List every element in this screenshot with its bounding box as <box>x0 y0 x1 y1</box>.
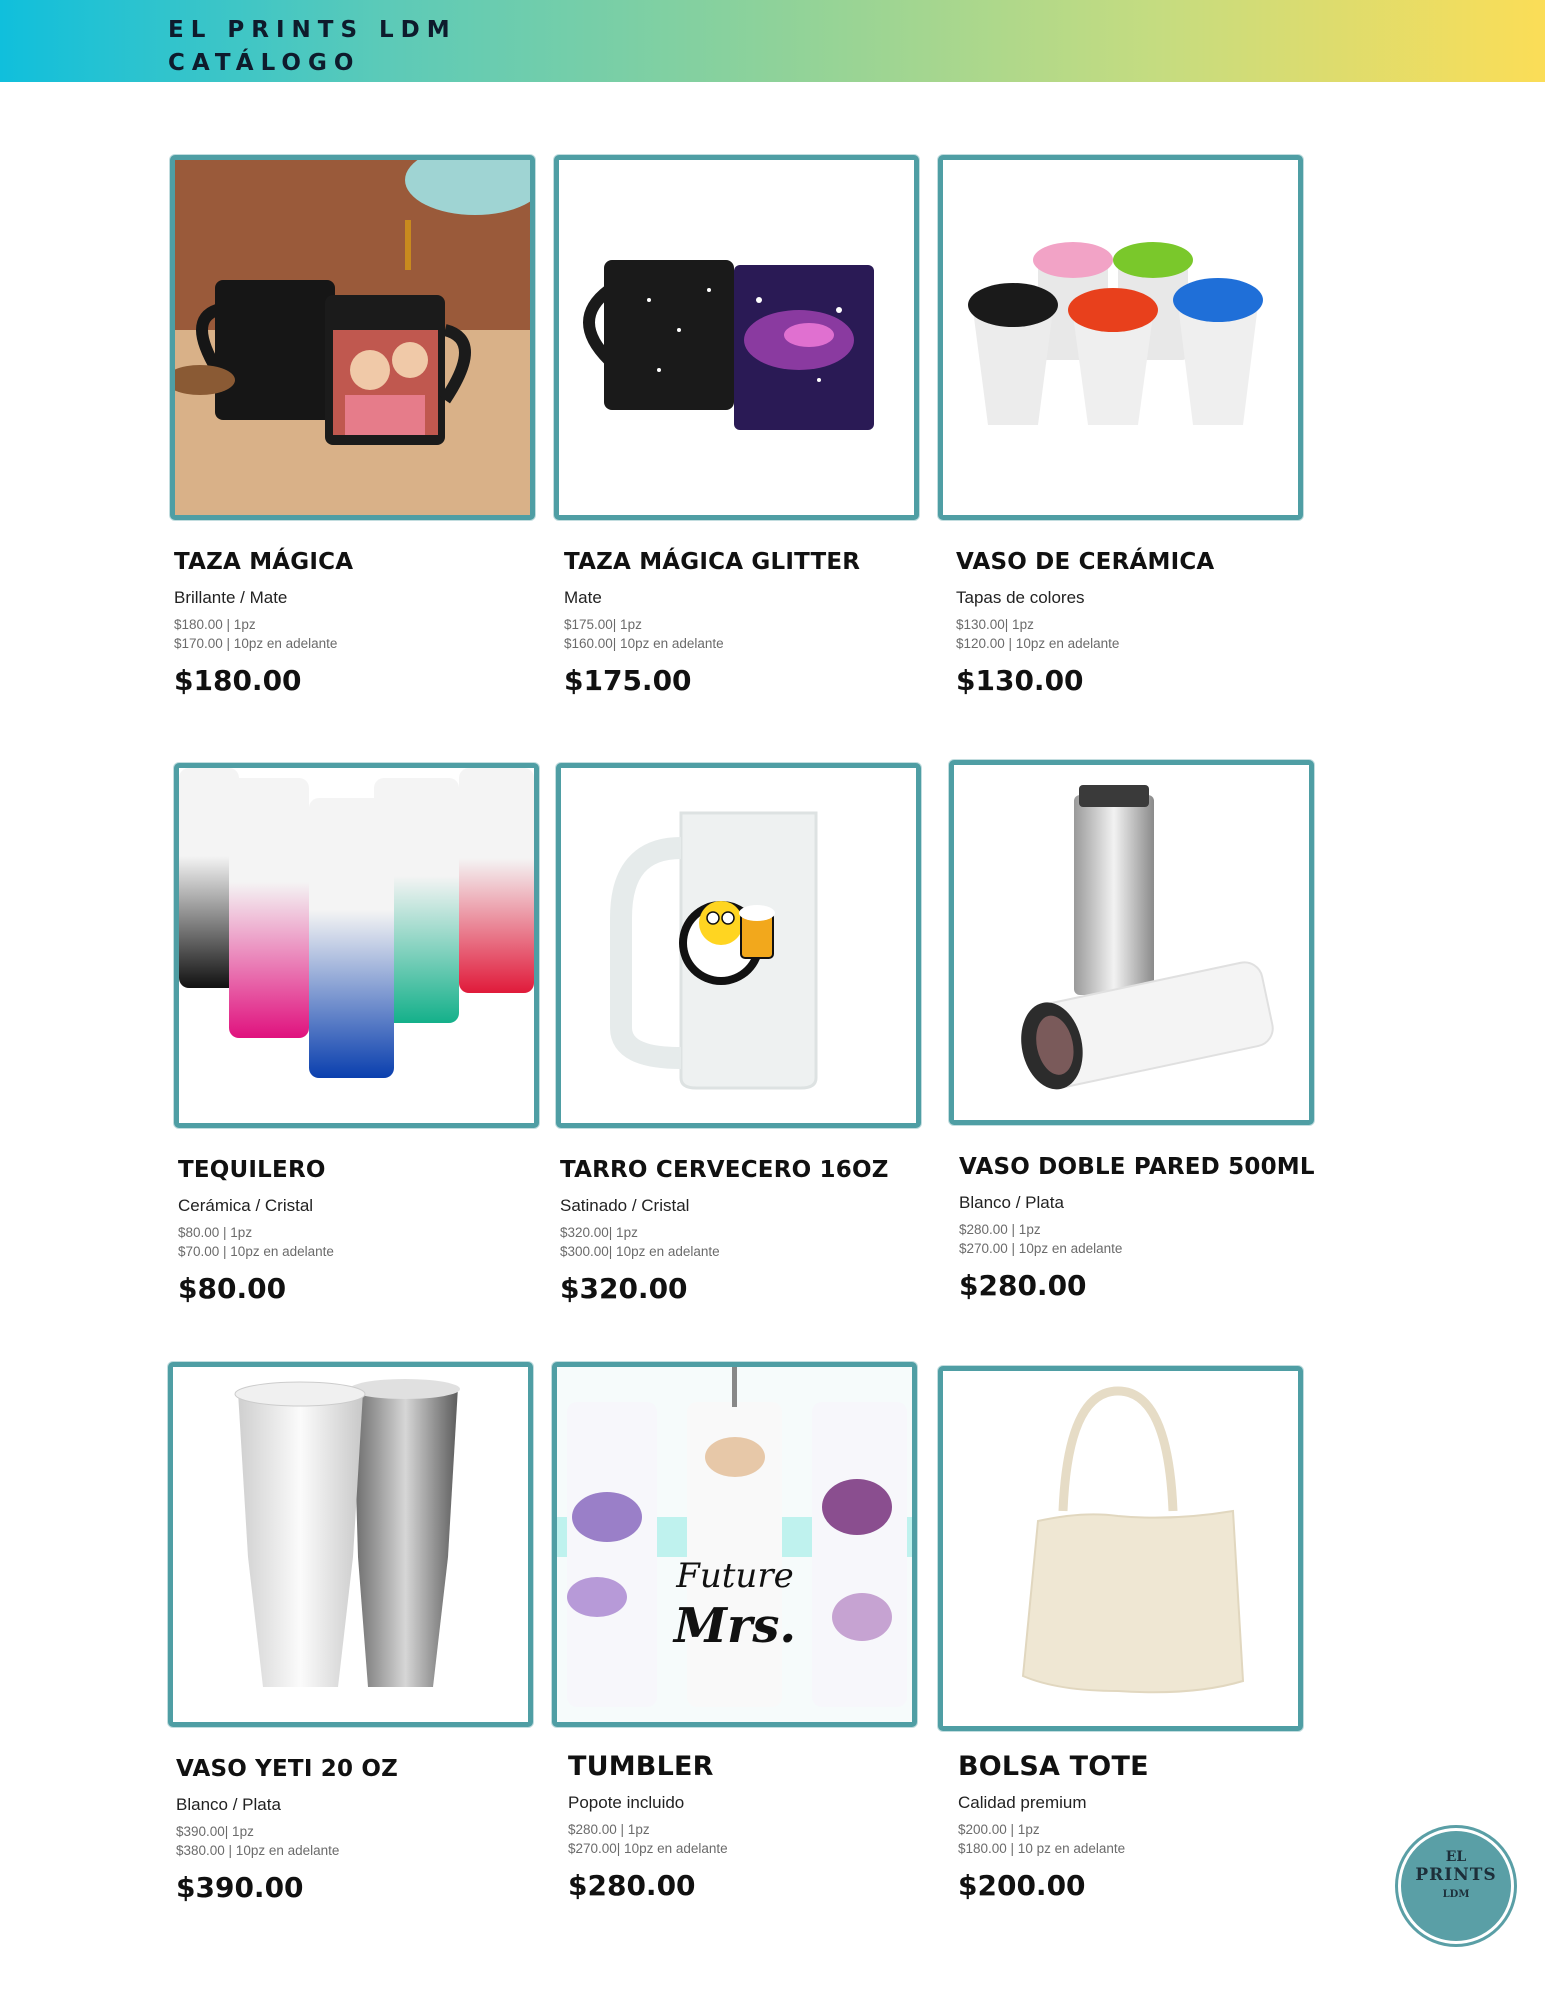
product-name: TUMBLER <box>568 1751 714 1782</box>
price-tier-single: $200.00 | 1pz <box>958 1822 1040 1837</box>
product-price: $80.00 <box>178 1272 287 1305</box>
product-name: TEQUILERO <box>178 1157 326 1183</box>
catalog-label: CATÁLOGO <box>168 50 361 76</box>
brand-name: EL PRINTS LDM <box>168 17 457 43</box>
product-card[interactable] <box>938 155 1318 715</box>
product-price: $180.00 <box>174 664 302 697</box>
price-tier-single: $180.00 | 1pz <box>174 617 256 632</box>
product-variant: Blanco / Plata <box>959 1193 1064 1212</box>
tote-bag-photo <box>938 1366 1303 1731</box>
product-price: $280.00 <box>568 1869 696 1902</box>
product-variant: Popote incluido <box>568 1793 685 1812</box>
svg-text:Mrs.: Mrs. <box>673 1598 797 1654</box>
price-tier-bulk: $170.00 | 10pz en adelante <box>174 636 338 651</box>
price-tier-bulk: $180.00 | 10 pz en adelante <box>958 1841 1126 1856</box>
product-card[interactable] <box>554 155 934 715</box>
product-name: TARRO CERVECERO 16OZ <box>560 1157 889 1183</box>
product-info <box>564 547 934 699</box>
product-card[interactable] <box>174 763 554 1323</box>
product-price: $280.00 <box>959 1269 1087 1302</box>
product-variant: Cerámica / Cristal <box>178 1196 314 1215</box>
product-info <box>956 547 1326 699</box>
price-tier-bulk: $380.00 | 10pz en adelante <box>176 1843 340 1858</box>
glitter-mug-photo <box>554 155 919 520</box>
product-info <box>568 1752 938 1904</box>
product-name: TAZA MÁGICA GLITTER <box>564 549 861 575</box>
product-variant: Calidad premium <box>958 1793 1087 1812</box>
product-name: BOLSA TOTE <box>958 1751 1149 1782</box>
product-card[interactable] <box>556 763 936 1323</box>
product-card[interactable] <box>552 1362 932 1922</box>
product-variant: Satinado / Cristal <box>560 1196 690 1215</box>
price-tier-bulk: $270.00| 10pz en adelante <box>568 1841 728 1856</box>
product-name: TAZA MÁGICA <box>174 549 354 575</box>
price-tier-single: $280.00 | 1pz <box>959 1222 1041 1237</box>
product-price: $200.00 <box>958 1869 1086 1902</box>
product-variant: Mate <box>564 588 602 607</box>
product-variant: Tapas de colores <box>956 588 1085 607</box>
price-tier-bulk: $70.00 | 10pz en adelante <box>178 1244 334 1259</box>
logo-line-3: LDM <box>1442 1889 1470 1900</box>
logo-line-2: PRINTS <box>1415 1865 1497 1885</box>
ceramic-cups-photo <box>938 155 1303 520</box>
brand-logo <box>1398 1828 1514 1944</box>
product-variant: Brillante / Mate <box>174 588 288 607</box>
price-tier-bulk: $300.00| 10pz en adelante <box>560 1244 720 1259</box>
price-tier-single: $80.00 | 1pz <box>178 1225 253 1240</box>
product-price: $175.00 <box>564 664 692 697</box>
price-tier-bulk: $160.00| 10pz en adelante <box>564 636 724 651</box>
product-card[interactable] <box>168 1362 548 1922</box>
price-tier-single: $320.00| 1pz <box>560 1225 638 1240</box>
product-name: VASO DOBLE PARED 500ML <box>959 1154 1315 1180</box>
product-name: VASO YETI 20 OZ <box>176 1756 399 1782</box>
product-info <box>176 1754 546 1906</box>
price-tier-bulk: $120.00 | 10pz en adelante <box>956 636 1120 651</box>
product-info <box>178 1155 548 1307</box>
product-price: $320.00 <box>560 1272 688 1305</box>
product-name: VASO DE CERÁMICA <box>956 549 1215 575</box>
floral-tumbler-photo <box>552 1362 917 1727</box>
product-price: $390.00 <box>176 1871 304 1904</box>
product-info <box>958 1752 1328 1904</box>
product-card[interactable] <box>170 155 550 715</box>
product-info <box>560 1155 930 1307</box>
brand-title <box>168 14 457 80</box>
product-card[interactable] <box>938 1366 1318 1926</box>
magic-mug-photo <box>170 155 535 520</box>
header-bar <box>0 0 1545 82</box>
yeti-tumbler-photo <box>168 1362 533 1727</box>
product-info <box>174 547 544 699</box>
svg-text:Future: Future <box>676 1556 794 1596</box>
price-tier-single: $390.00| 1pz <box>176 1824 254 1839</box>
thermos-photo <box>949 760 1314 1125</box>
price-tier-single: $175.00| 1pz <box>564 617 642 632</box>
shot-glasses-photo <box>174 763 539 1128</box>
price-tier-single: $130.00| 1pz <box>956 617 1034 632</box>
beer-mug-photo <box>556 763 921 1128</box>
product-card[interactable] <box>949 760 1329 1320</box>
product-variant: Blanco / Plata <box>176 1795 281 1814</box>
product-price: $130.00 <box>956 664 1084 697</box>
logo-line-1: EL <box>1445 1849 1467 1865</box>
product-info <box>959 1152 1329 1304</box>
price-tier-single: $280.00 | 1pz <box>568 1822 650 1837</box>
price-tier-bulk: $270.00 | 10pz en adelante <box>959 1241 1123 1256</box>
